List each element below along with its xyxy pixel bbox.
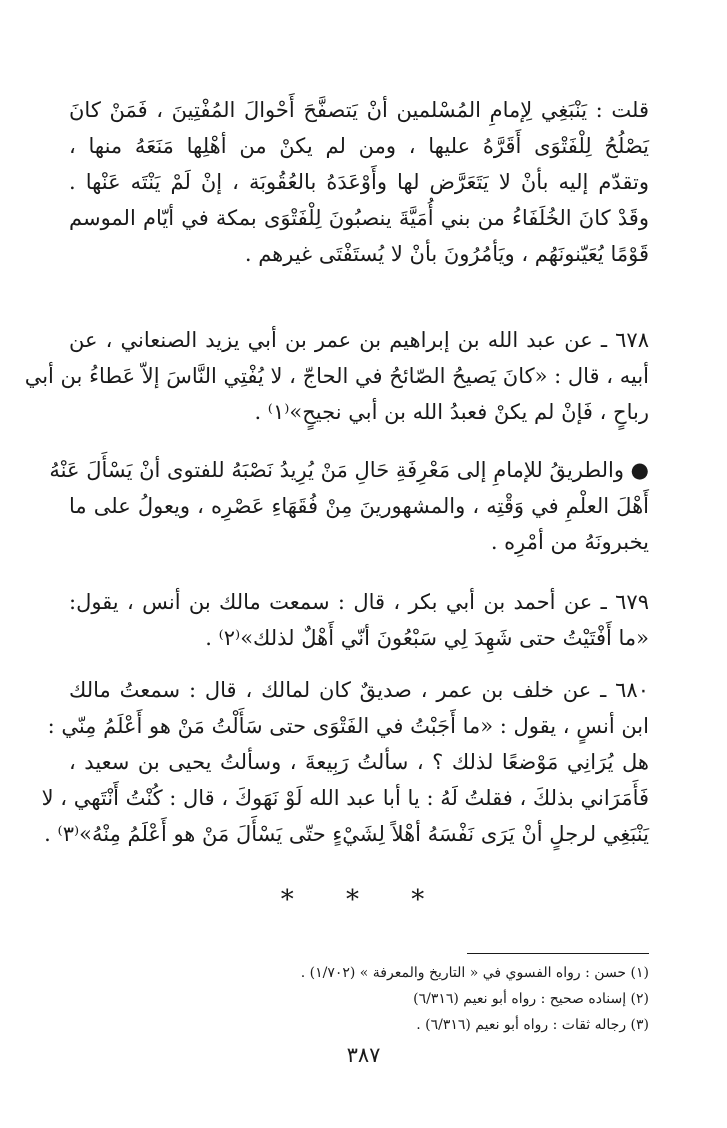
paragraph-1 bbox=[69, 92, 649, 272]
text-line: أبيه ، قال : «كانَ يَصيحُ الصّائحُ في الحاجّ ، لا يُفْتِي النَّاسَ إلاّ عَطاءُ بن أبي bbox=[24, 364, 649, 388]
text-line: فَأَمَرَاني بذلكَ ، فقلتُ لَهُ : يا أبا عبد الله لَوْ نَهَوكَ ، قال : كُنْتُ أَنْتَهي ، لا bbox=[41, 786, 649, 810]
text-line: قلت : يَنْبَغِي لِإمامِ المُسْلمين أنْ يَتصفَّحَ أَحْوالَ المُفْتِينَ ، فَمَنْ كانَ bbox=[69, 98, 649, 122]
text-line: «ما أَفْتَيْتُ حتى شَهِدَ لِي سَبْعُونَ أنّي أَهْلٌ لذلك»⁽٢⁾ . bbox=[205, 626, 649, 650]
paragraph-bullet bbox=[49, 452, 649, 560]
text-line: رباحٍ ، فَإنْ لم يكنْ فعبدُ الله بن أبي نجيحٍ»⁽١⁾ . bbox=[254, 400, 649, 424]
text-line: وقَدْ كانَ الخُلَفَاءُ من بني أُمَيَّةَ ينصبُونَ لِلْفَتْوَى بمكة في أيّام الموسم bbox=[69, 206, 649, 230]
paragraph-680 bbox=[41, 672, 649, 852]
text-line: يخبرونَهُ من أمْرِه . bbox=[490, 530, 649, 554]
footnote-2: (٢) إسناده صحيح : رواه أبو نعيم (٦/٣١٦) bbox=[413, 991, 649, 1007]
text-line: هل يُرَانِي مَوْضعًا لذلك ؟ ، سألتُ رَبِيعةَ ، وسألتُ يحيى بن سعيد ، bbox=[69, 750, 649, 774]
text-line: ٦٨٠ ـ عن خلف بن عمر ، صديقٌ كان لمالك ، قال : سمعتُ مالك bbox=[69, 678, 649, 702]
paragraph-679 bbox=[69, 584, 649, 656]
page-number: ٣٨٧ bbox=[346, 1043, 381, 1067]
text-line: ٦٧٨ ـ عن عبد الله بن إبراهيم بن عمر بن أبي يزيد الصنعاني ، عن bbox=[69, 328, 649, 352]
footnote-3: (٣) رجاله ثقات : رواه أبو نعيم (٦/٣١٦) . bbox=[416, 1017, 649, 1033]
text-line: يَصْلُحُ لِلْفَتْوَى أَقَرَّهُ عليها ، ومن لم يكنْ من أهْلِها مَنَعَهُ منها ، bbox=[69, 134, 649, 158]
section-separator: * * * bbox=[280, 885, 447, 915]
footnote-1: (١) حسن : رواه الفسوي في « التاريخ والمعرفة » (١/٧٠٢) . bbox=[300, 965, 649, 981]
text-line: يَنْبَغِي لرجلٍ أنْ يَرَى نَفْسَهُ أهْلاً لِشَيْءٍ حتّى يَسْأَلَ مَنْ هو أَعْلَمُ مِنْهُ»⁽٣⁾ . bbox=[44, 822, 649, 846]
text-line: قَوْمًا يُعَيّنونَهُم ، ويَأمُرُونَ بأنْ لا يُستَفْتَى غيرهم . bbox=[244, 242, 649, 266]
paragraph-678 bbox=[24, 322, 649, 430]
text-line: وتقدّم إليه بأنْ لا يَتَعَرَّض لها وأَوْعَدَهُ بالعُقُوبَة ، إنْ لَمْ يَنْتَه عَنْها . bbox=[69, 170, 649, 194]
text-line: ٦٧٩ ـ عن أحمد بن أبي بكر ، قال : سمعت مالك بن أنس ، يقول: bbox=[69, 590, 649, 614]
text-line: ابن أنسٍ ، يقول : «ما أَجَبْتُ في الفَتْوَى حتى سَأَلْتُ مَنْ هو أَعْلَمُ مِنّي : bbox=[47, 714, 649, 738]
text-line: ● والطريقُ للإمامِ إلى مَعْرِفَةِ حَالِ مَنْ يُرِيدُ نَصْبَهُ للفتوى أنْ يَسْأَلَ عَنْهُ bbox=[49, 458, 649, 482]
footnotes bbox=[69, 960, 649, 1038]
footnote-divider bbox=[467, 953, 649, 954]
text-line: أَهْلَ العلْمِ في وَقْتِه ، والمشهورينَ مِنْ فُقَهَاءِ عَصْرِه ، ويعولُ على ما bbox=[69, 494, 649, 518]
